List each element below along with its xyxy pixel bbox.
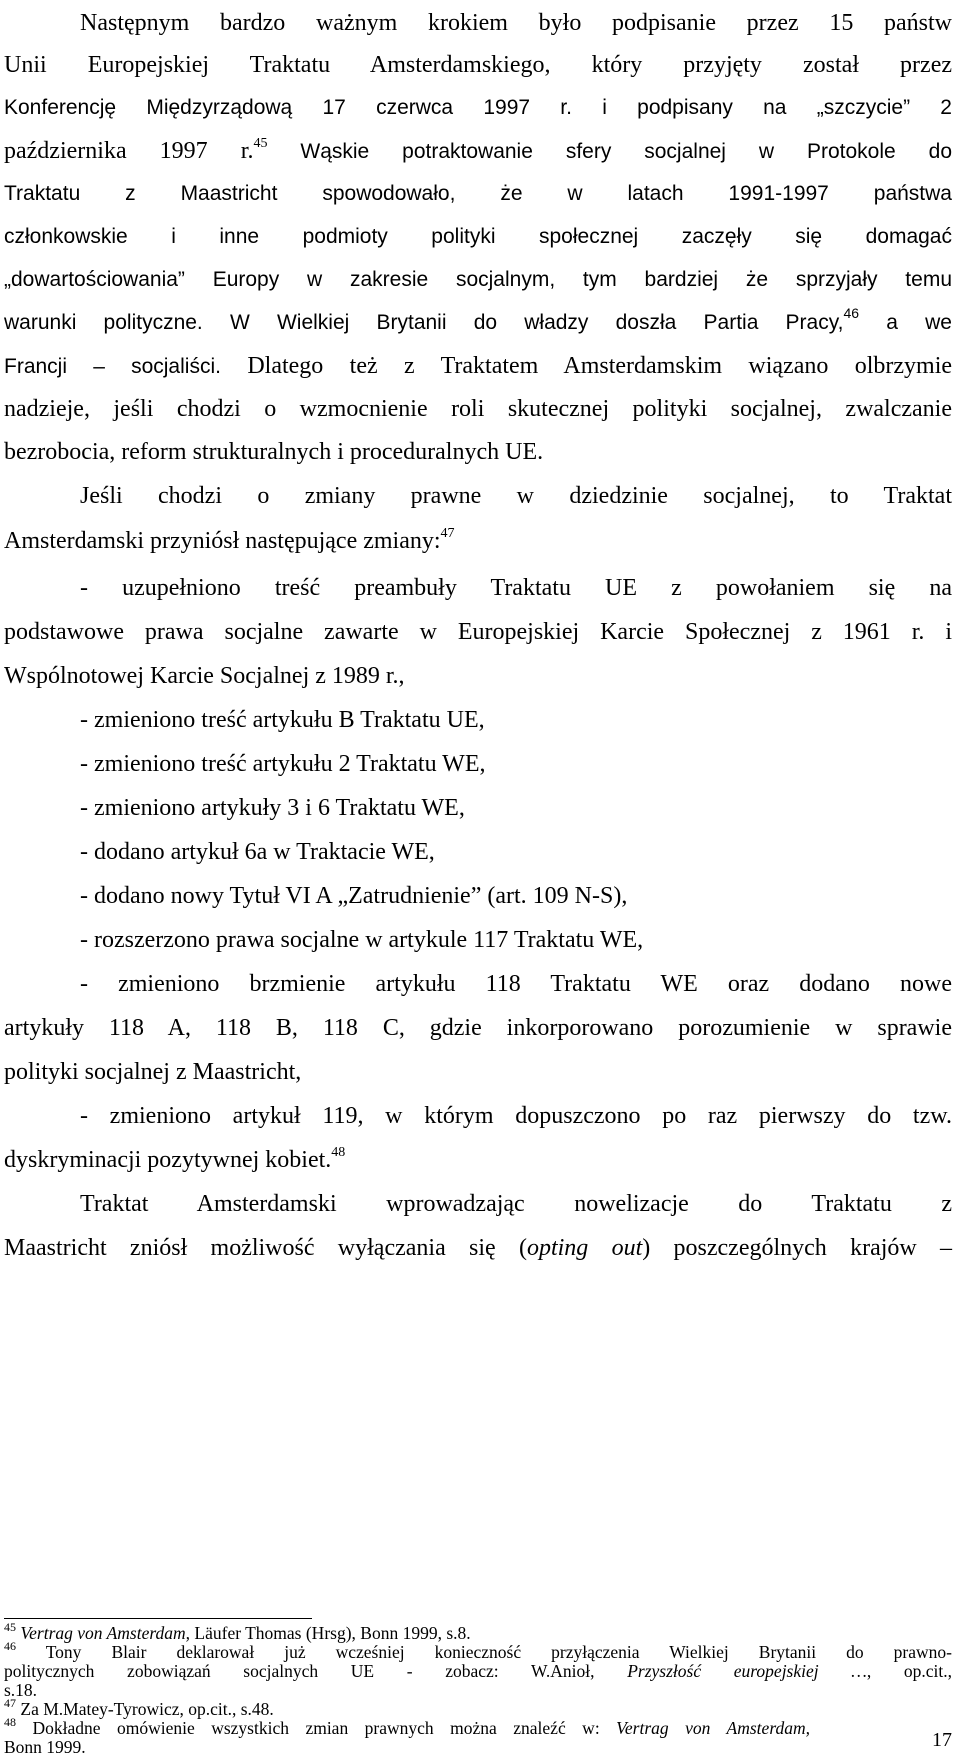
footnote-48-line-2: Bonn 1999. [4,1737,86,1757]
body-line-1: Następnym bardzo ważnym krokiem było podpisanie przez 15 państw [80,10,952,36]
body-line-12: Jeśli chodzi o zmiany prawne w dziedzinie socjalnej, to Traktat [80,483,952,509]
body-line-15: podstawowe prawa socjalne zawarte w Europejskiej Karcie Społecznej z 1961 r. i [4,619,952,645]
body-line-4: października 1997 r.$^{45}$ Wąskie potraktowanie sfery socjalnej w Protokole do [4,136,952,164]
footnote-47: $^{47}$ Za M.Matey-Tyrowicz, op.cit., s.48. [4,1696,274,1719]
list-item: - zmieniono brzmienie artykułu 118 Traktatu WE oraz dodano nowe [80,971,952,997]
footnote-45: $^{45}$ Vertrag von Amsterdam, Läufer Thomas (Hrsg), Bonn 1999, s.8. [4,1620,471,1643]
body-line-5: Traktatu z Maastricht spowodowało, że w latach 1991-1997 państwa [4,182,952,205]
footnote-separator [4,1618,312,1619]
body-line-7: „dowartościowania” Europy w zakresie socjalnym, tym bardziej że sprzyjały temu [4,268,952,291]
body-line-11: bezrobocia, reform strukturalnych i proceduralnych UE. [4,439,544,465]
body-line-29: Maastricht zniósł możliwość wyłączania się (opting out) poszczególnych krajów – [4,1235,953,1261]
list-item: - zmieniono artykuły 3 i 6 Traktatu WE, [80,795,465,821]
list-item: - rozszerzono prawa socjalne w artykule 117 Traktatu WE, [80,927,644,953]
body-line-13: Amsterdamski przyniósł następujące zmiany:$^{47}$ [4,526,455,554]
body-line-28: Traktat Amsterdamski wprowadzając nowelizacje do Traktatu z [80,1191,952,1217]
list-item: - dodano artykuł 6a w Traktacie WE, [80,839,435,865]
footnote-48: $^{48}$ Dokładne omówienie wszystkich zmian prawnych można znaleźć w: Vertrag von Amsterdam, [4,1715,810,1738]
body-line-24: artykuły 118 A, 118 B, 118 C, gdzie inkorporowano porozumienie w sprawie [4,1015,952,1041]
list-item-preamble: - uzupełniono treść preambuły Traktatu UE z powołaniem się na [80,575,952,601]
page-number: 17 [932,1729,952,1751]
footnote-ref-48[interactable]: 48 [331,1145,346,1160]
list-item: - zmieniono treść artykułu B Traktatu UE, [80,707,485,733]
body-line-8: warunki polityczne. W Wielkiej Brytanii do władzy doszła Partia Pracy,$^{46}$ a we [4,305,952,334]
footnote-ref-46[interactable]: 46 [843,305,860,321]
list-item: - zmieniono treść artykułu 2 Traktatu WE, [80,751,486,777]
list-item: - dodano nowy Tytuł VI A „Zatrudnienie” (art. 109 N-S), [80,883,628,909]
footnote-46: $^{46}$ Tony Blair deklarował już wcześniej konieczność przyłączenia Wielkiej Brytanii do prawno- [4,1639,952,1662]
body-line-25: polityki socjalnej z Maastricht, [4,1059,302,1085]
body-line-6: członkowskie i inne podmioty polityki społecznej zaczęły się domagać [4,225,952,248]
body-line-16: Wspólnotowej Karcie Socjalnej z 1989 r., [4,663,405,689]
body-line-10: nadzieje, jeśli chodzi o wzmocnienie roli skutecznej polityki socjalnej, zwalczanie [4,396,952,422]
footnote-ref-45[interactable]: 45 [253,136,268,151]
list-item: - zmieniono artykuł 119, w którym dopuszczono po raz pierwszy do tzw. [80,1103,952,1129]
footnote-ref-47[interactable]: 47 [440,526,455,541]
body-line-27: dyskryminacji pozytywnej kobiet.$^{48}$ [4,1145,346,1173]
footnote-46-line-2: politycznych zobowiązań socjalnych UE - zobacz: W.Anioł, Przyszłość europejskiej …, op.cit., [4,1661,952,1681]
body-line-9: Francji – socjaliści. Dlatego też z Traktatem Amsterdamskim wiązano olbrzymie [4,353,953,379]
footnote-46-line-3: s.18. [4,1680,38,1700]
body-line-2: Unii Europejskiej Traktatu Amsterdamskiego, który przyjęty został przez [4,52,952,78]
body-line-3: Konferencję Międzyrządową 17 czerwca 1997 r. i podpisany na „szczycie” 2 [4,96,952,119]
